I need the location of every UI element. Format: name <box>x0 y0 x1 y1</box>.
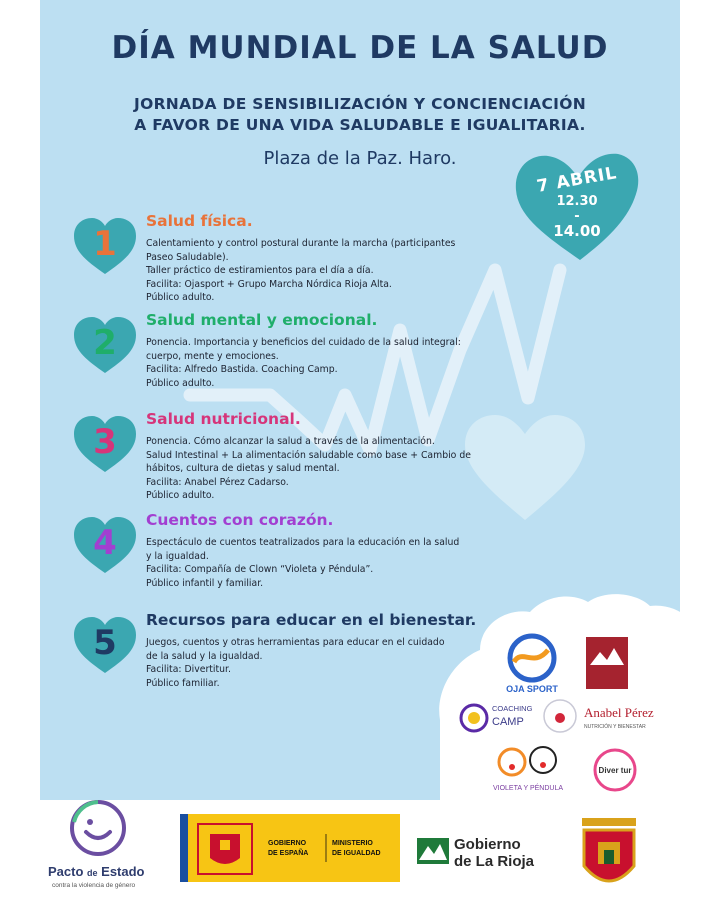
ojasport-text: OJA SPORT <box>506 684 558 694</box>
item-line: Público adulto. <box>146 490 215 501</box>
item-title: Salud mental y emocional. <box>146 311 378 329</box>
item-number: 3 <box>93 422 117 462</box>
item-title: Recursos para educar en el bienestar. <box>146 611 477 629</box>
item-line: Facilita: Compañía de Clown “Violeta y Péndula”. <box>146 564 374 575</box>
item-line: cuerpo, mente y emociones. <box>146 350 279 362</box>
subtitle-line-1: JORNADA DE SENSIBILIZACIÓN Y CONCIENCIACIÓN <box>134 95 586 113</box>
item-line: Calentamiento y control postural durante la marcha (participantes <box>146 238 456 249</box>
mountain-logo <box>586 637 628 689</box>
sponsor-logos <box>40 0 680 800</box>
item-line: Juegos, cuentos y otras herramientas para educar en el cuidado <box>146 637 445 648</box>
anabel-perez-logo <box>544 700 654 732</box>
svg-text:CAMP: CAMP <box>492 716 524 728</box>
page-title: DÍA MUNDIAL DE LA SALUD <box>111 30 609 66</box>
footer-logos <box>0 800 720 900</box>
pacto-estado-logo <box>48 802 145 889</box>
item-title: Cuentos con corazón. <box>146 511 334 529</box>
item-title: Salud física. <box>146 212 253 230</box>
item-line: Espectáculo de cuentos teatralizados para la educación en la salud <box>146 537 460 548</box>
item-line: Facilita: Ojasport + Grupo Marcha Nórdica Rioja Alta. <box>146 278 392 290</box>
item-number: 1 <box>93 224 117 264</box>
time-start: 12.30 <box>556 194 598 209</box>
item-line: Facilita: Divertitur. <box>146 664 231 675</box>
item-line: de la salud y la igualdad. <box>146 650 263 662</box>
item-line: Facilita: Anabel Pérez Cadarso. <box>146 476 289 488</box>
svg-text:DE ESPAÑA: DE ESPAÑA <box>268 850 309 857</box>
item-line: y la igualdad. <box>146 550 209 562</box>
svg-text:COACHING: COACHING <box>492 704 533 713</box>
date-day: 7 ABRIL <box>535 163 619 197</box>
svg-text:MINISTERIO: MINISTERIO <box>332 840 373 847</box>
svg-text:Diver tur: Diver tur <box>598 766 632 775</box>
gobierno-rioja-logo <box>417 836 535 870</box>
item-title: Salud nutricional. <box>146 410 301 428</box>
item-line: Ponencia. Importancia y beneficios del cuidado de la salud integral: <box>146 337 461 348</box>
item-number: 2 <box>93 323 117 363</box>
item-line: Público familiar. <box>146 677 220 689</box>
svg-text:de La Rioja: de La Rioja <box>454 853 535 870</box>
event-location: Plaza de la Paz. Haro. <box>263 148 457 169</box>
item-line: hábitos, cultura de dietas y salud mental. <box>146 463 340 474</box>
item-line: Público infantil y familiar. <box>146 577 264 589</box>
coaching-camp-logo <box>461 704 533 731</box>
item-line: Paseo Saludable). <box>146 251 229 263</box>
item-line: Ponencia. Cómo alcanzar la salud a través de la alimentación. <box>146 436 435 447</box>
coat-of-arms <box>582 818 636 881</box>
svg-text:NUTRICIÓN Y BIENESTAR: NUTRICIÓN Y BIENESTAR <box>584 724 646 730</box>
item-line: Facilita: Alfredo Bastida. Coaching Camp. <box>146 364 338 375</box>
svg-text:Anabel Pérez: Anabel Pérez <box>584 705 654 720</box>
item-line: Público adulto. <box>146 292 215 303</box>
event-poster <box>40 0 680 800</box>
svg-text:DE IGUALDAD: DE IGUALDAD <box>332 850 381 857</box>
subtitle-line-2: A FAVOR DE UNA VIDA SALUDABLE E IGUALITARIA. <box>134 116 586 134</box>
smile-logo <box>86 832 110 838</box>
violeta-pendula-logo <box>493 747 563 792</box>
svg-text:GOBIERNO: GOBIERNO <box>268 840 307 847</box>
ojasport-logo <box>506 636 558 694</box>
svg-text:Pacto de Estado: Pacto de Estado <box>48 864 145 879</box>
item-number: 4 <box>93 523 117 563</box>
item-number: 5 <box>93 623 117 663</box>
divertitur-logo <box>595 750 635 790</box>
item-line: Público adulto. <box>146 377 215 389</box>
time-end: 14.00 <box>553 222 601 240</box>
gobierno-espana-logo <box>180 814 400 882</box>
item-line: Salud Intestinal + La alimentación saludable como base + Cambio de <box>146 449 471 461</box>
svg-text:contra la violencia de género: contra la violencia de género <box>52 882 136 889</box>
time-dash: - <box>574 209 580 224</box>
svg-text:VIOLETA Y PÉNDULA: VIOLETA Y PÉNDULA <box>492 785 564 792</box>
item-line: Taller práctico de estiramientos para el día a día. <box>146 265 374 276</box>
svg-text:Gobierno: Gobierno <box>454 836 521 853</box>
